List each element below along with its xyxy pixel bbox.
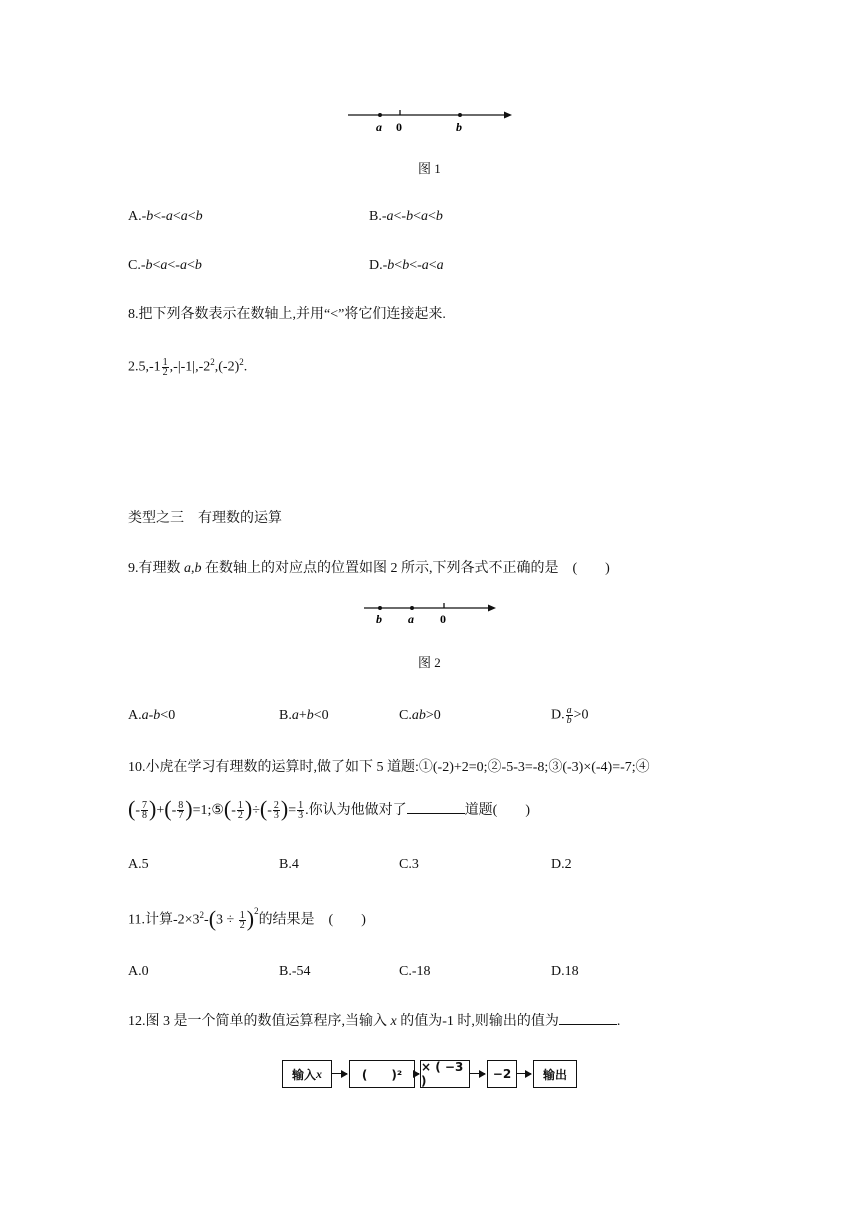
q11-stem: 11.计算$-2\times 3^2-(3$ ÷ $\frac{1}{2}$ )$^2$的结果是 ( ) [128, 905, 366, 931]
flow-square-box: ( )² [349, 1060, 415, 1088]
q7-option-d[interactable]: D.-b<b<-a<a [369, 258, 444, 273]
flow-arrow-2 [415, 1073, 419, 1074]
q7-option-c[interactable]: C.-b<a<-a<b [128, 258, 202, 273]
q8-stem: 8.把下列各数表示在数轴上,并用“<”将它们连接起来. [128, 307, 446, 322]
flow-output-box: 输出 [533, 1060, 577, 1088]
q10-option-a[interactable]: A.5 [128, 857, 149, 872]
q10-line2: (- $\frac{7}{8}$ )+(- $\frac{8}{7}$ )=1;⑤(- $\frac{1}{2}$ )÷(- $\frac{2}{3}$ )= $\frac{1}{3}$ .你认为他做对了 道题( ) [128, 795, 530, 822]
figure1-label-a: a [376, 120, 382, 134]
q12-stem: 12.图 3 是一个简单的数值运算程序,当输入 x 的值为-1 时,则输出的值为 . [128, 1014, 621, 1029]
figure1-label-zero: 0 [396, 120, 402, 134]
q11-option-d[interactable]: D.18 [551, 964, 579, 979]
q11-option-c[interactable]: C.-18 [399, 964, 431, 979]
q9-option-c[interactable]: C.ab>0 [399, 708, 441, 723]
q12-answer-blank[interactable] [559, 1012, 617, 1025]
q10-line1: 10.小虎在学习有理数的运算时,做了如下 5 道题:①(-2)+2=0;②-5-3=-8;③(-3)×(-4)=-7;④ [128, 760, 650, 775]
q7-option-a[interactable]: A.-b<-a<a<b [128, 209, 203, 224]
q10-option-d[interactable]: D.2 [551, 857, 572, 872]
flow-arrow-4 [517, 1073, 531, 1074]
figure1-caption: 图 1 [418, 161, 441, 176]
q11-option-a[interactable]: A.0 [128, 964, 149, 979]
q9-option-b[interactable]: B.a+b<0 [279, 708, 329, 723]
q10-answer-blank[interactable] [407, 801, 465, 814]
figure2-label-b: b [376, 612, 382, 626]
figure2-number-line [358, 596, 508, 632]
flow-subtract-box: −2 [487, 1060, 517, 1088]
q9-option-d[interactable]: D. $\frac{a}{b}$ >0 [551, 705, 589, 726]
q9-stem: 9.有理数 a,b 在数轴上的对应点的位置如图 2 所示,下列各式不正确的是 ( ) [128, 561, 610, 576]
figure1-number-line [340, 100, 530, 140]
q10-option-b[interactable]: B.4 [279, 857, 299, 872]
q8-numbers: 2.5,-1 $\frac{1}{2}$ $,-|-1|,-2^2,(-2)^2$. [128, 357, 248, 378]
q11-option-b[interactable]: B.-54 [279, 964, 311, 979]
section-heading: 类型之三 有理数的运算 [128, 511, 282, 526]
flow-arrow-3 [470, 1073, 485, 1074]
q9-option-a[interactable]: A.a-b<0 [128, 708, 176, 723]
figure2-caption: 图 2 [418, 655, 441, 670]
figure2-label-zero: 0 [440, 612, 446, 626]
q7-option-b[interactable]: B.-a<-b<a<b [369, 209, 443, 224]
figure2-label-a: a [408, 612, 414, 626]
q10-option-c[interactable]: C.3 [399, 857, 419, 872]
figure1-label-b: b [456, 120, 462, 134]
flow-multiply-box: × ( −3 ) [420, 1060, 470, 1088]
flow-arrow-1 [332, 1073, 347, 1074]
flow-input-box: 输入 x [282, 1060, 332, 1088]
